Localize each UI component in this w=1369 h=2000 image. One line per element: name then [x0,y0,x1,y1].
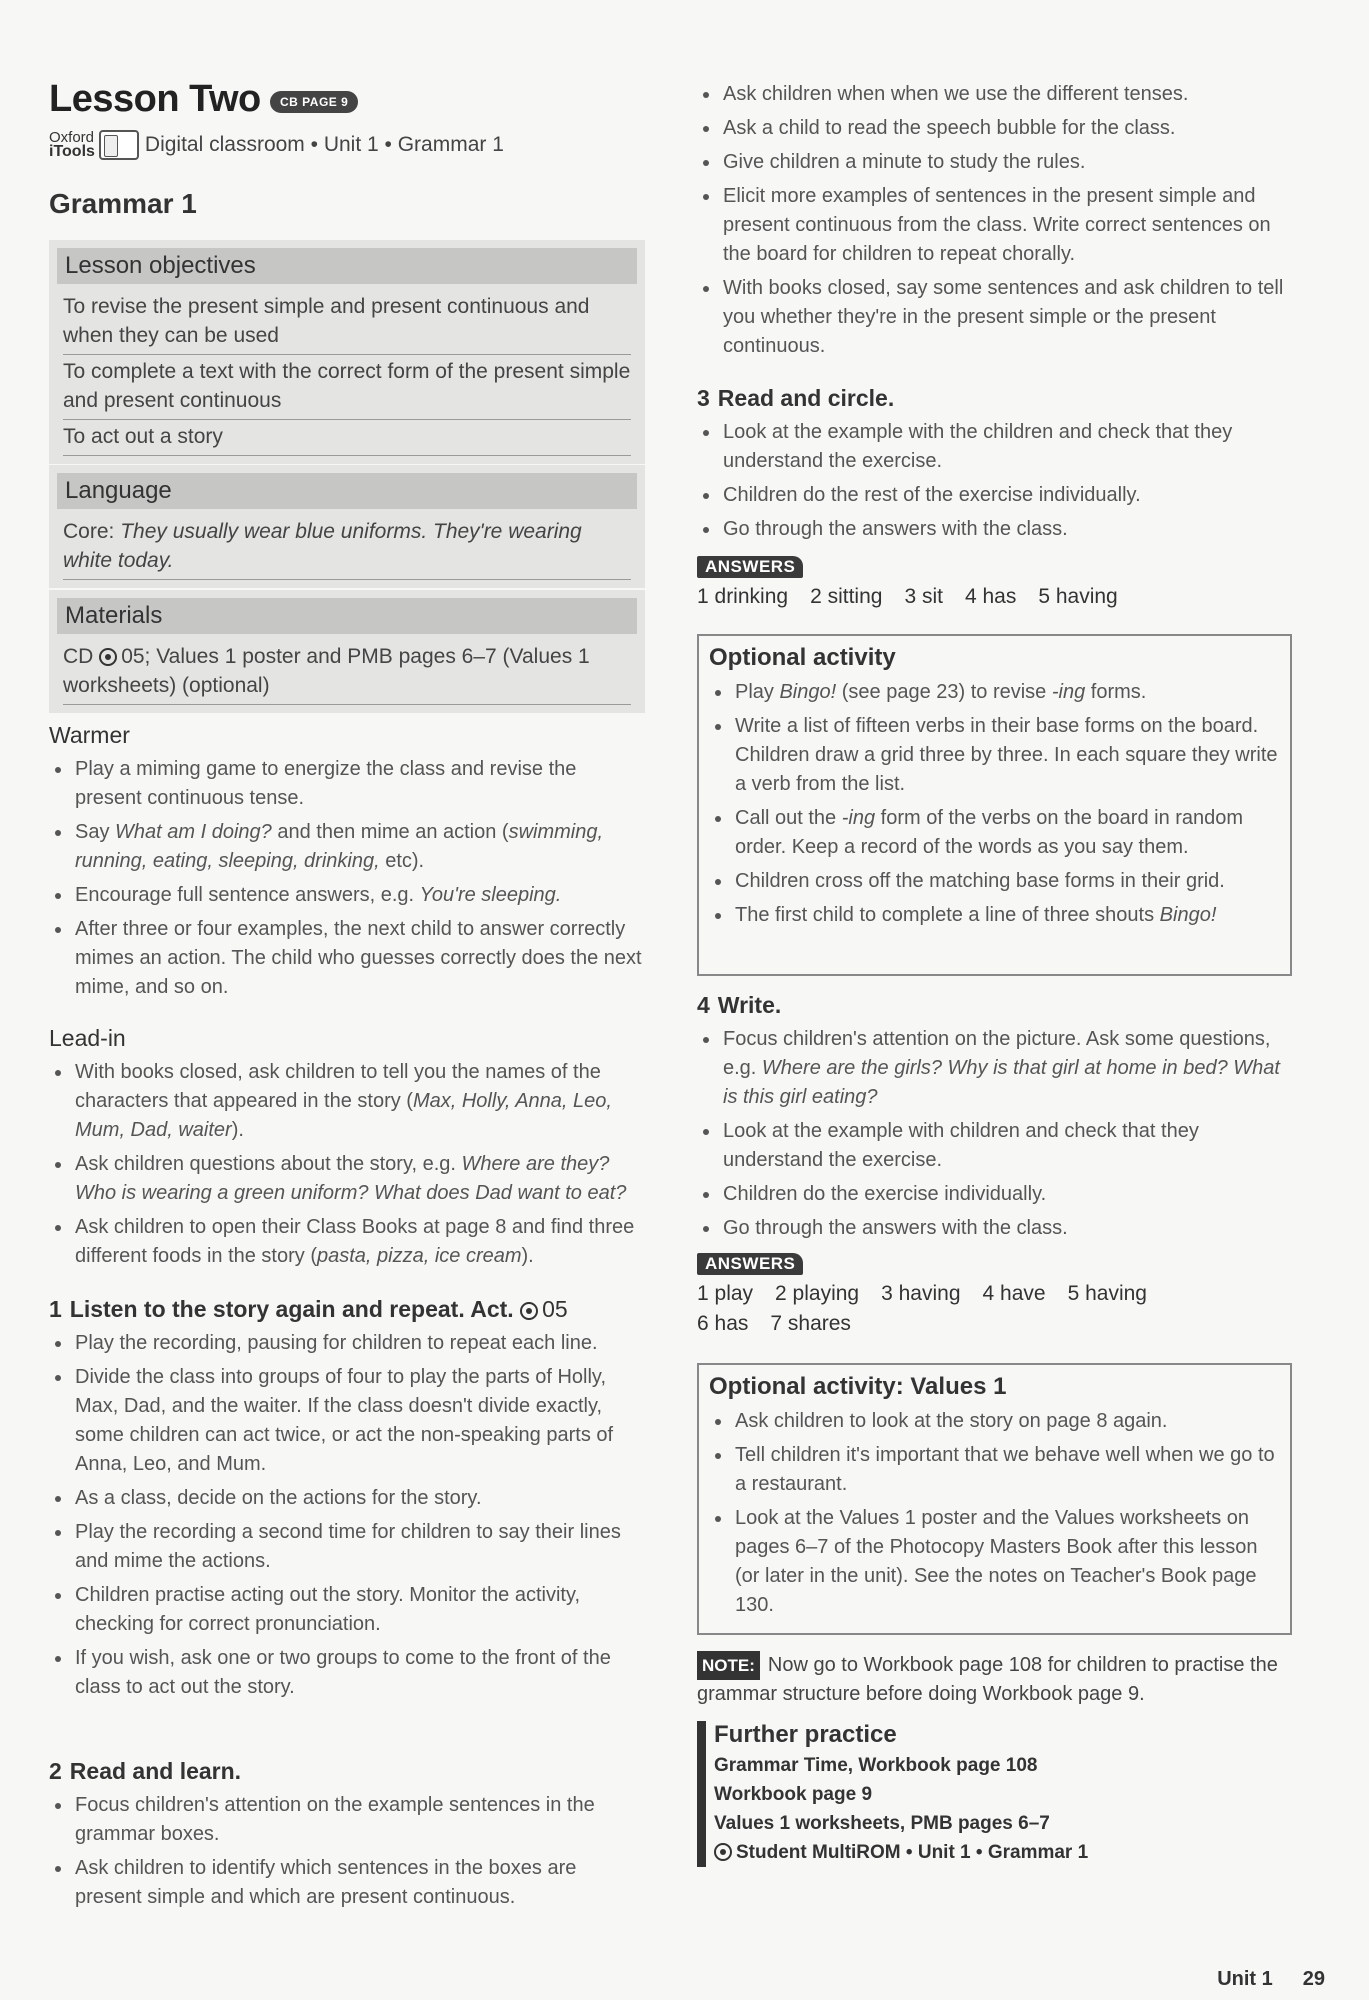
lesson-objectives-title: Lesson objectives [57,248,637,284]
exercise-4-title: 4 Write. [697,992,782,1018]
list-item: Focus children's attention on the example sentences in the grammar boxes. [49,1791,645,1849]
further-practice-box [697,1721,1214,1867]
answers-badge: ANSWERS [697,1253,803,1275]
itools-logo [49,131,95,159]
list-item: Play a miming game to energize the class and revise the present continuous tense. [49,755,645,813]
list-item: After three or four examples, the next child to answer correctly mimes an action. The child who guesses correctly does the next mime, and so on. [49,915,645,1002]
itools-brand-oxford: Oxford [49,129,95,146]
optional-activity-values-title: Optional activity: Values 1 [709,1373,1007,1400]
list-item: Encourage full sentence answers, e.g. You're sleeping. [49,881,645,910]
list-item: Go through the answers with the class. [697,515,1293,544]
note-text-block [697,1651,1293,1709]
list-item: Say What am I doing? and then mime an action (swimming, running, eating, sleeping, drinking, etc). [49,818,645,876]
exercise-1-section [49,1296,645,1707]
list-item: Children do the rest of the exercise individually. [697,481,1293,510]
answers-badge: ANSWERS [697,556,803,578]
list-item: Look at the Values 1 poster and the Values worksheets on pages 6–7 of the Photocopy Masters Book after this lesson (or later in the unit). See the notes on Teacher's Book page 130. [709,1504,1280,1620]
exercise-4-list [697,1025,1293,1243]
further-practice-line: Workbook page 9 [714,1784,873,1805]
lesson-title: Lesson Two [49,78,261,120]
list-item: Ask children when when we use the different tenses. [697,80,1293,109]
optional-activity-values-list [709,1407,1280,1620]
lesson-objectives-box [49,240,645,464]
optional-activity-title: Optional activity [709,644,896,671]
exercise-1-list [49,1329,645,1702]
list-item: Give children a minute to study the rules. [697,148,1293,177]
leadin-title: Lead-in [49,1025,126,1051]
answers-line: 1 drinking 2 sitting 3 sit 4 has 5 having [697,585,1118,608]
answers-line: 6 has 7 shares [697,1312,851,1335]
language-core-text: They usually wear blue uniforms. They're wearing white today. [63,520,582,572]
optional-activity-box [697,634,1292,976]
list-item: Ask children to identify which sentences in the boxes are present simple and which are present continuous. [49,1854,645,1912]
note-section [697,1651,1293,1709]
list-item: Go through the answers with the class. [697,1214,1293,1243]
footer-unit: Unit 1 [1217,1968,1273,1990]
list-item: Ask children to open their Class Books at page 8 and find three different foods in the story (pasta, pizza, ice cream). [49,1213,645,1271]
exercise-3-list [697,418,1293,544]
optional-activity-list [709,678,1280,930]
right-intro-section [697,80,1293,366]
note-badge: NOTE: [697,1651,760,1680]
further-practice-title: Further practice [714,1721,897,1748]
list-item: Children do the exercise individually. [697,1180,1293,1209]
language-core-prefix: Core: [63,520,121,543]
list-item: Play the recording a second time for children to say their lines and mime the actions. [49,1518,645,1576]
language-box [49,465,645,588]
list-item: As a class, decide on the actions for the story. [49,1484,645,1513]
further-practice-line: Values 1 worksheets, PMB pages 6–7 [714,1813,1050,1834]
language-title: Language [57,473,637,509]
digital-classroom-icon [99,130,139,160]
exercise-1-title: 1 Listen to the story again and repeat. Act. 05 [49,1296,568,1322]
warmer-title: Warmer [49,722,130,748]
language-core-line [63,515,631,580]
materials-title: Materials [57,598,637,634]
exercise-4-answers [697,1253,1293,1339]
multirom-icon [714,1843,732,1861]
list-item: With books closed, say some sentences and ask children to tell you whether they're in the present simple or the present continuous. [697,274,1293,361]
exercise-2-title: 2 Read and learn. [49,1758,242,1784]
list-item: Play Bingo! (see page 23) to revise -ing forms. [709,678,1280,707]
answers-line: 1 play 2 playing 3 having 4 have 5 having [697,1282,1147,1305]
materials-line [63,640,631,705]
materials-box [49,590,645,713]
materials-text: 05; Values 1 poster and PMB pages 6–7 (Values 1 worksheets) (optional) [63,645,590,697]
exercise-3-section [697,385,1293,612]
list-item: The first child to complete a line of three shouts Bingo! [709,901,1280,930]
itools-brand-itools: iTools [49,143,95,160]
list-item: Call out the -ing form of the verbs on the board in random order. Keep a record of the words as you say them. [709,804,1280,862]
section-title: Grammar 1 [49,188,197,219]
exercise-4-section [697,992,1293,1339]
list-item: Divide the class into groups of four to play the parts of Holly, Max, Dad, and the waiter. If the class doesn't divide exactly, some children can act twice, or act the non-speaking parts of Anna, Leo, and Mum. [49,1363,645,1479]
objective-line: To revise the present simple and present continuous and when they can be used [63,290,631,355]
leadin-section [49,1025,645,1276]
list-item: Look at the example with the children and check that they understand the exercise. [697,418,1293,476]
exercise-1-track: 05 [542,1296,568,1322]
footer-page-number: 29 [1302,1968,1325,1990]
optional-activity-values-box [697,1363,1292,1635]
cb-page-badge: CB PAGE 9 [270,91,358,113]
itools-line [49,130,504,160]
list-item: Children cross off the matching base forms in their grid. [709,867,1280,896]
right-intro-list [697,80,1293,361]
list-item: Children practise acting out the story. Monitor the activity, checking for correct pronunciation. [49,1581,645,1639]
list-item: Ask children to look at the story on page 8 again. [709,1407,1280,1436]
exercise-3-answers [697,556,1293,612]
warmer-list [49,755,645,1002]
list-item: Ask a child to read the speech bubble for the class. [697,114,1293,143]
list-item: Focus children's attention on the picture. Ask some questions, e.g. Where are the girls? Why is that girl at home in bed? What is this girl eating? [697,1025,1293,1112]
further-practice-line: Grammar Time, Workbook page 108 [714,1755,1038,1776]
list-item: Elicit more examples of sentences in the present simple and present continuous from the class. Write correct sentences on the board for children to repeat chorally. [697,182,1293,269]
exercise-2-list [49,1791,645,1912]
footer [1187,1968,1325,1991]
list-item: With books closed, ask children to tell you the names of the characters that appeared in the story (Max, Holly, Anna, Leo, Mum, Dad, waiter). [49,1058,645,1145]
materials-cd-prefix: CD [63,645,94,668]
exercise-2-section [49,1758,645,1917]
list-item: Ask children questions about the story, e.g. Where are they? Who is wearing a green uniform? What does Dad want to eat? [49,1150,645,1208]
list-item: If you wish, ask one or two groups to come to the front of the class to act out the story. [49,1644,645,1702]
further-practice-line: Student MultiROM • Unit 1 • Grammar 1 [714,1838,1214,1867]
objective-line: To complete a text with the correct form of the present simple and present continuous [63,355,631,420]
leadin-list [49,1058,645,1271]
list-item: Look at the example with children and check that they understand the exercise. [697,1117,1293,1175]
cd-icon [99,648,117,666]
note-text: Now go to Workbook page 108 for children to practise the grammar structure before doing Workbook page 9. [697,1654,1278,1705]
list-item: Play the recording, pausing for children to repeat each line. [49,1329,645,1358]
warmer-section [49,722,645,1007]
itools-path: Digital classroom • Unit 1 • Grammar 1 [144,133,504,156]
objective-line: To act out a story [63,420,631,456]
exercise-3-title: 3 Read and circle. [697,385,895,411]
cd-icon [520,1302,538,1320]
list-item: Write a list of fifteen verbs in their base forms on the board. Children draw a grid three by three. In each square they write a verb from the list. [709,712,1280,799]
list-item: Tell children it's important that we behave well when we go to a restaurant. [709,1441,1280,1499]
